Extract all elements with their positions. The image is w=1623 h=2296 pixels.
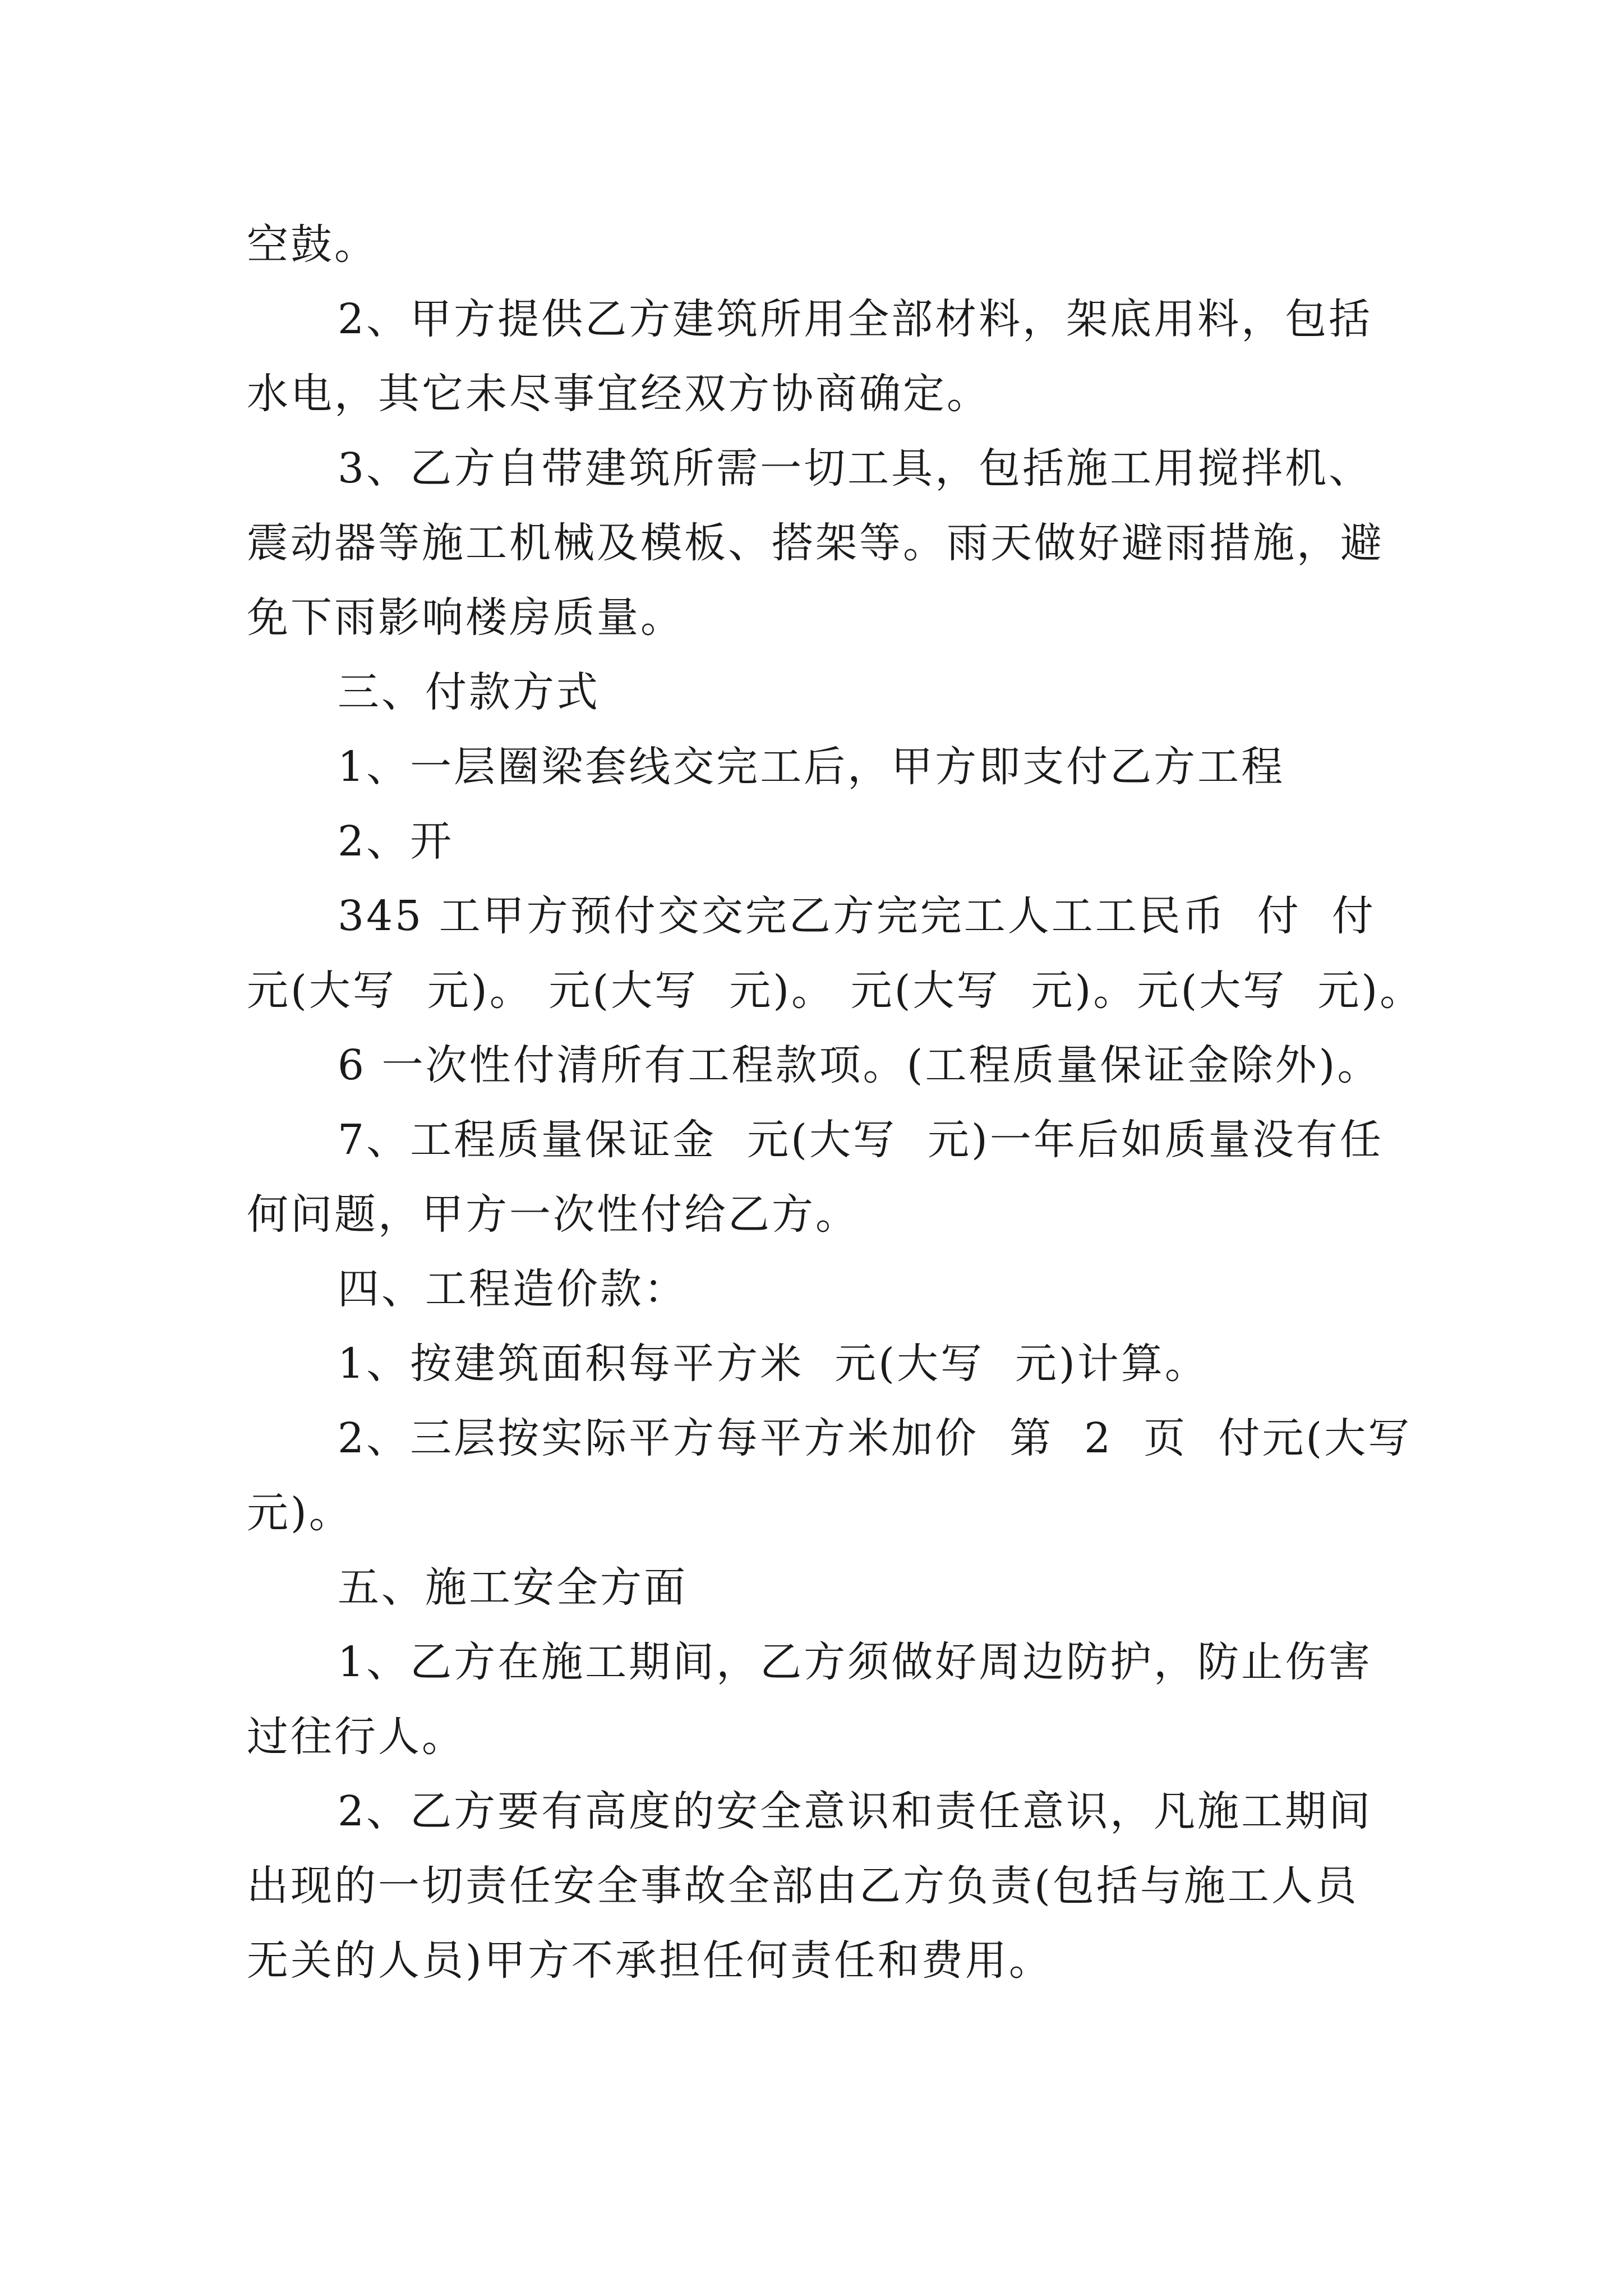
text-line: 空鼓。	[247, 220, 378, 269]
section-heading: 四、工程造价款：	[338, 1265, 688, 1313]
text-line: 无关的人员)甲方不承担任何责任和费用。	[247, 1936, 1053, 1985]
text-line: 2、三层按实际平方每平方米加价 第 2 页 付元(大写	[338, 1414, 1412, 1462]
text-line: 震动器等施工机械及模板、搭架等。雨天做好避雨措施，避	[247, 519, 1384, 567]
text-line: 过往行人。	[247, 1713, 465, 1761]
text-line: 2、乙方要有高度的安全意识和责任意识，凡施工期间	[338, 1787, 1373, 1835]
text-line: 6 一次性付清所有工程款项。(工程质量保证金除外)。	[338, 1041, 1381, 1089]
text-line: 3、乙方自带建筑所需一切工具，包括施工用搅拌机、	[338, 444, 1373, 493]
text-line: 1、一层圈梁套线交完工后，甲方即支付乙方工程	[338, 743, 1285, 791]
text-line: 345 工甲方预付交交完乙方完完工人工工民币 付 付	[338, 892, 1376, 940]
text-line: 7、工程质量保证金 元(大写 元)一年后如质量没有任	[338, 1116, 1384, 1164]
text-line: 出现的一切责任安全事故全部由乙方负责(包括与施工人员	[247, 1862, 1359, 1910]
text-line: 元(大写 元)。 元(大写 元)。 元(大写 元)。元(大写 元)。	[247, 967, 1424, 1015]
text-line: 免下雨影响楼房质量。	[247, 593, 684, 642]
section-heading: 三、付款方式	[338, 668, 600, 716]
text-line: 2、开	[338, 817, 454, 866]
text-line: 元)。	[247, 1489, 353, 1537]
text-line: 2、甲方提供乙方建筑所用全部材料，架底用料，包括	[338, 295, 1373, 343]
text-line: 何问题，甲方一次性付给乙方。	[247, 1190, 859, 1239]
text-line: 1、乙方在施工期间，乙方须做好周边防护，防止伤害	[338, 1638, 1373, 1686]
text-line: 1、按建筑面积每平方米 元(大写 元)计算。	[338, 1340, 1209, 1388]
section-heading: 五、施工安全方面	[338, 1563, 688, 1612]
text-line: 水电，其它未尽事宜经双方协商确定。	[247, 370, 990, 418]
